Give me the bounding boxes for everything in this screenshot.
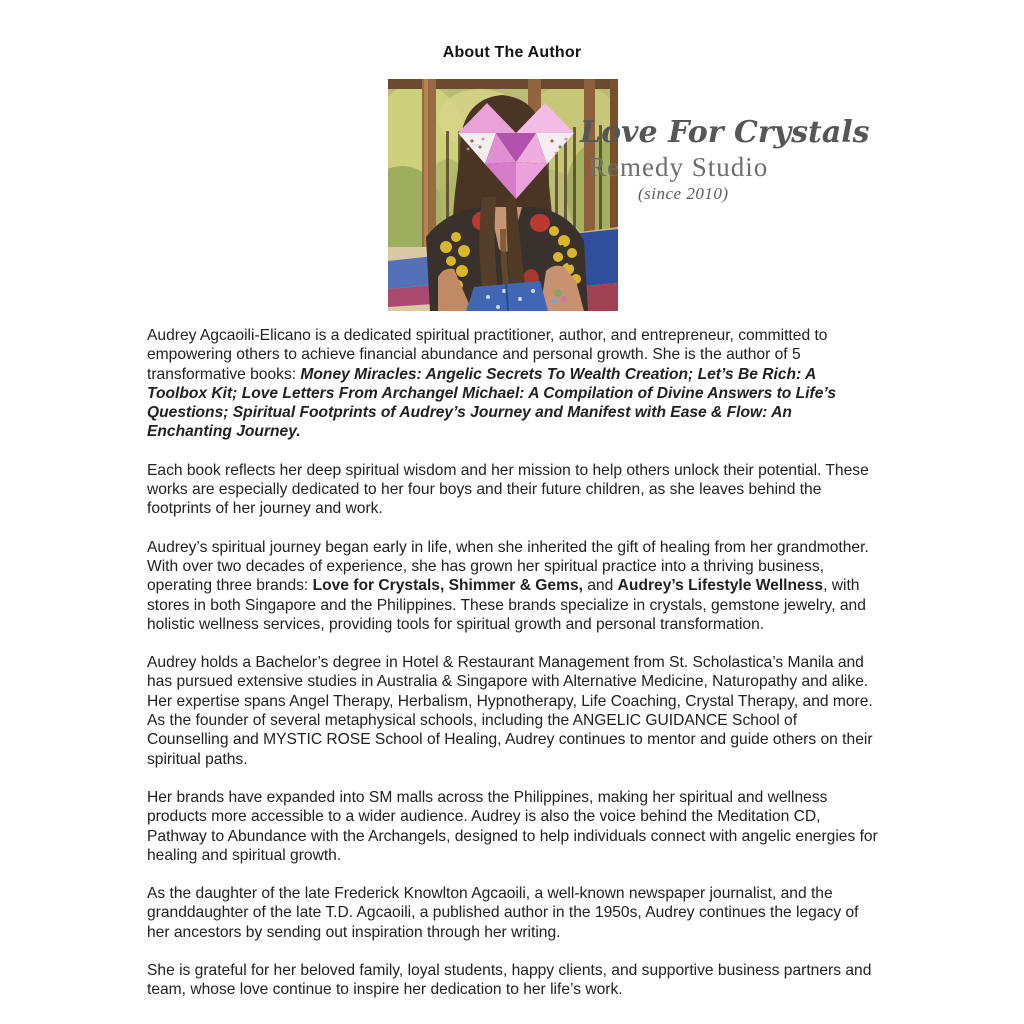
bio-segment: Audrey holds a Bachelor’s degree in Hotel & Restaurant Management from St. Scholastica’s Manila and has pursued extensive studies in Australia & Singapore with Alternative Medicine, Naturopathy and alike. Her expertise spans Angel Therapy, Herbalism, Hypnotherapy, Life Coaching, Crystal Therapy, and more. As the founder of several metaphysical schools, including the ANGELIC GUIDANCE School of Counselling and MYSTIC ROSE School of Healing, Audrey continues to mentor and guide others on their spiritual paths. [147,654,873,768]
bio-segment: Audrey Agcaoili-Elicano is a dedicated spiritual practitioner, author, and entrepreneur, committed to empowering others to achieve financial abundance and personal growth. She is the author of 5 transformative books: [147,327,828,383]
bio-segment: She is grateful for her beloved family, loyal students, happy clients, and supportive business partners and team, whose love continue to inspire her dedication to her life’s work. [147,962,872,999]
bio-paragraph [147,461,880,519]
bio-paragraph [147,538,880,634]
bio-segment: Money Miracles: Angelic Secrets To Wealth Creation; Let’s Be Rich: A Toolbox Kit; Love Letters From Archangel Michael: A Compilation of Divine Answers to Life’s Questions; Spiritual Footprints of Audrey’s Journey and Manifest with Ease & Flow: An Enchanting Journey. [147,365,837,441]
bio-paragraph [147,788,880,865]
bio-paragraph [147,961,880,1000]
bio-segment: Her brands have expanded into SM malls across the Philippines, making her spiritual and wellness products more accessible to a wider audience. Audrey is also the voice behind the Meditation CD, Pathway to Abundance with the Archangels, designed to help individuals connect with angelic energies for healing and spiritual growth. [147,788,878,864]
bio-paragraph [147,326,880,442]
brand-subtitle: Remedy Studio [588,151,769,182]
brand-since: (since 2010) [638,183,729,203]
bio-paragraph [147,884,880,942]
brand-name: Love For Crystals [580,115,870,150]
bio-segment: Audrey’s Lifestyle Wellness [617,577,824,595]
brand-logo-text [580,115,870,204]
bio-segment: As the daughter of the late Frederick Knowlton Agcaoili, a well-known newspaper journalist, and the granddaughter of the late T.D. Agcaoili, a published author in the 1950s, Audrey continues the legacy of her ancestors by sending out inspiration through her writing. [147,885,859,941]
bio-segment: , with stores in both Singapore and the Philippines. These brands specialize in crystals, gemstone jewelry, and holistic wellness services, providing tools for spiritual growth and personal transformation. [147,577,866,633]
bio-text [147,326,880,1019]
bio-paragraph [147,653,880,769]
bio-segment: and [582,577,618,595]
bio-segment: Each book reflects her deep spiritual wisdom and her mission to help others unlock their potential. These works are especially dedicated to her four boys and their future children, as she leaves behind the footprints of her journey and work. [147,461,869,518]
bio-segment: Love for Crystals, Shimmer & Gems, [312,577,583,595]
bio-segment: Audrey’s spiritual journey began early in life, when she inherited the gift of healing from her grandmother. With over two decades of experience, she has grown her spiritual practice into a thriving business, operating three brands: [147,538,869,595]
page-title: About The Author [442,44,582,61]
